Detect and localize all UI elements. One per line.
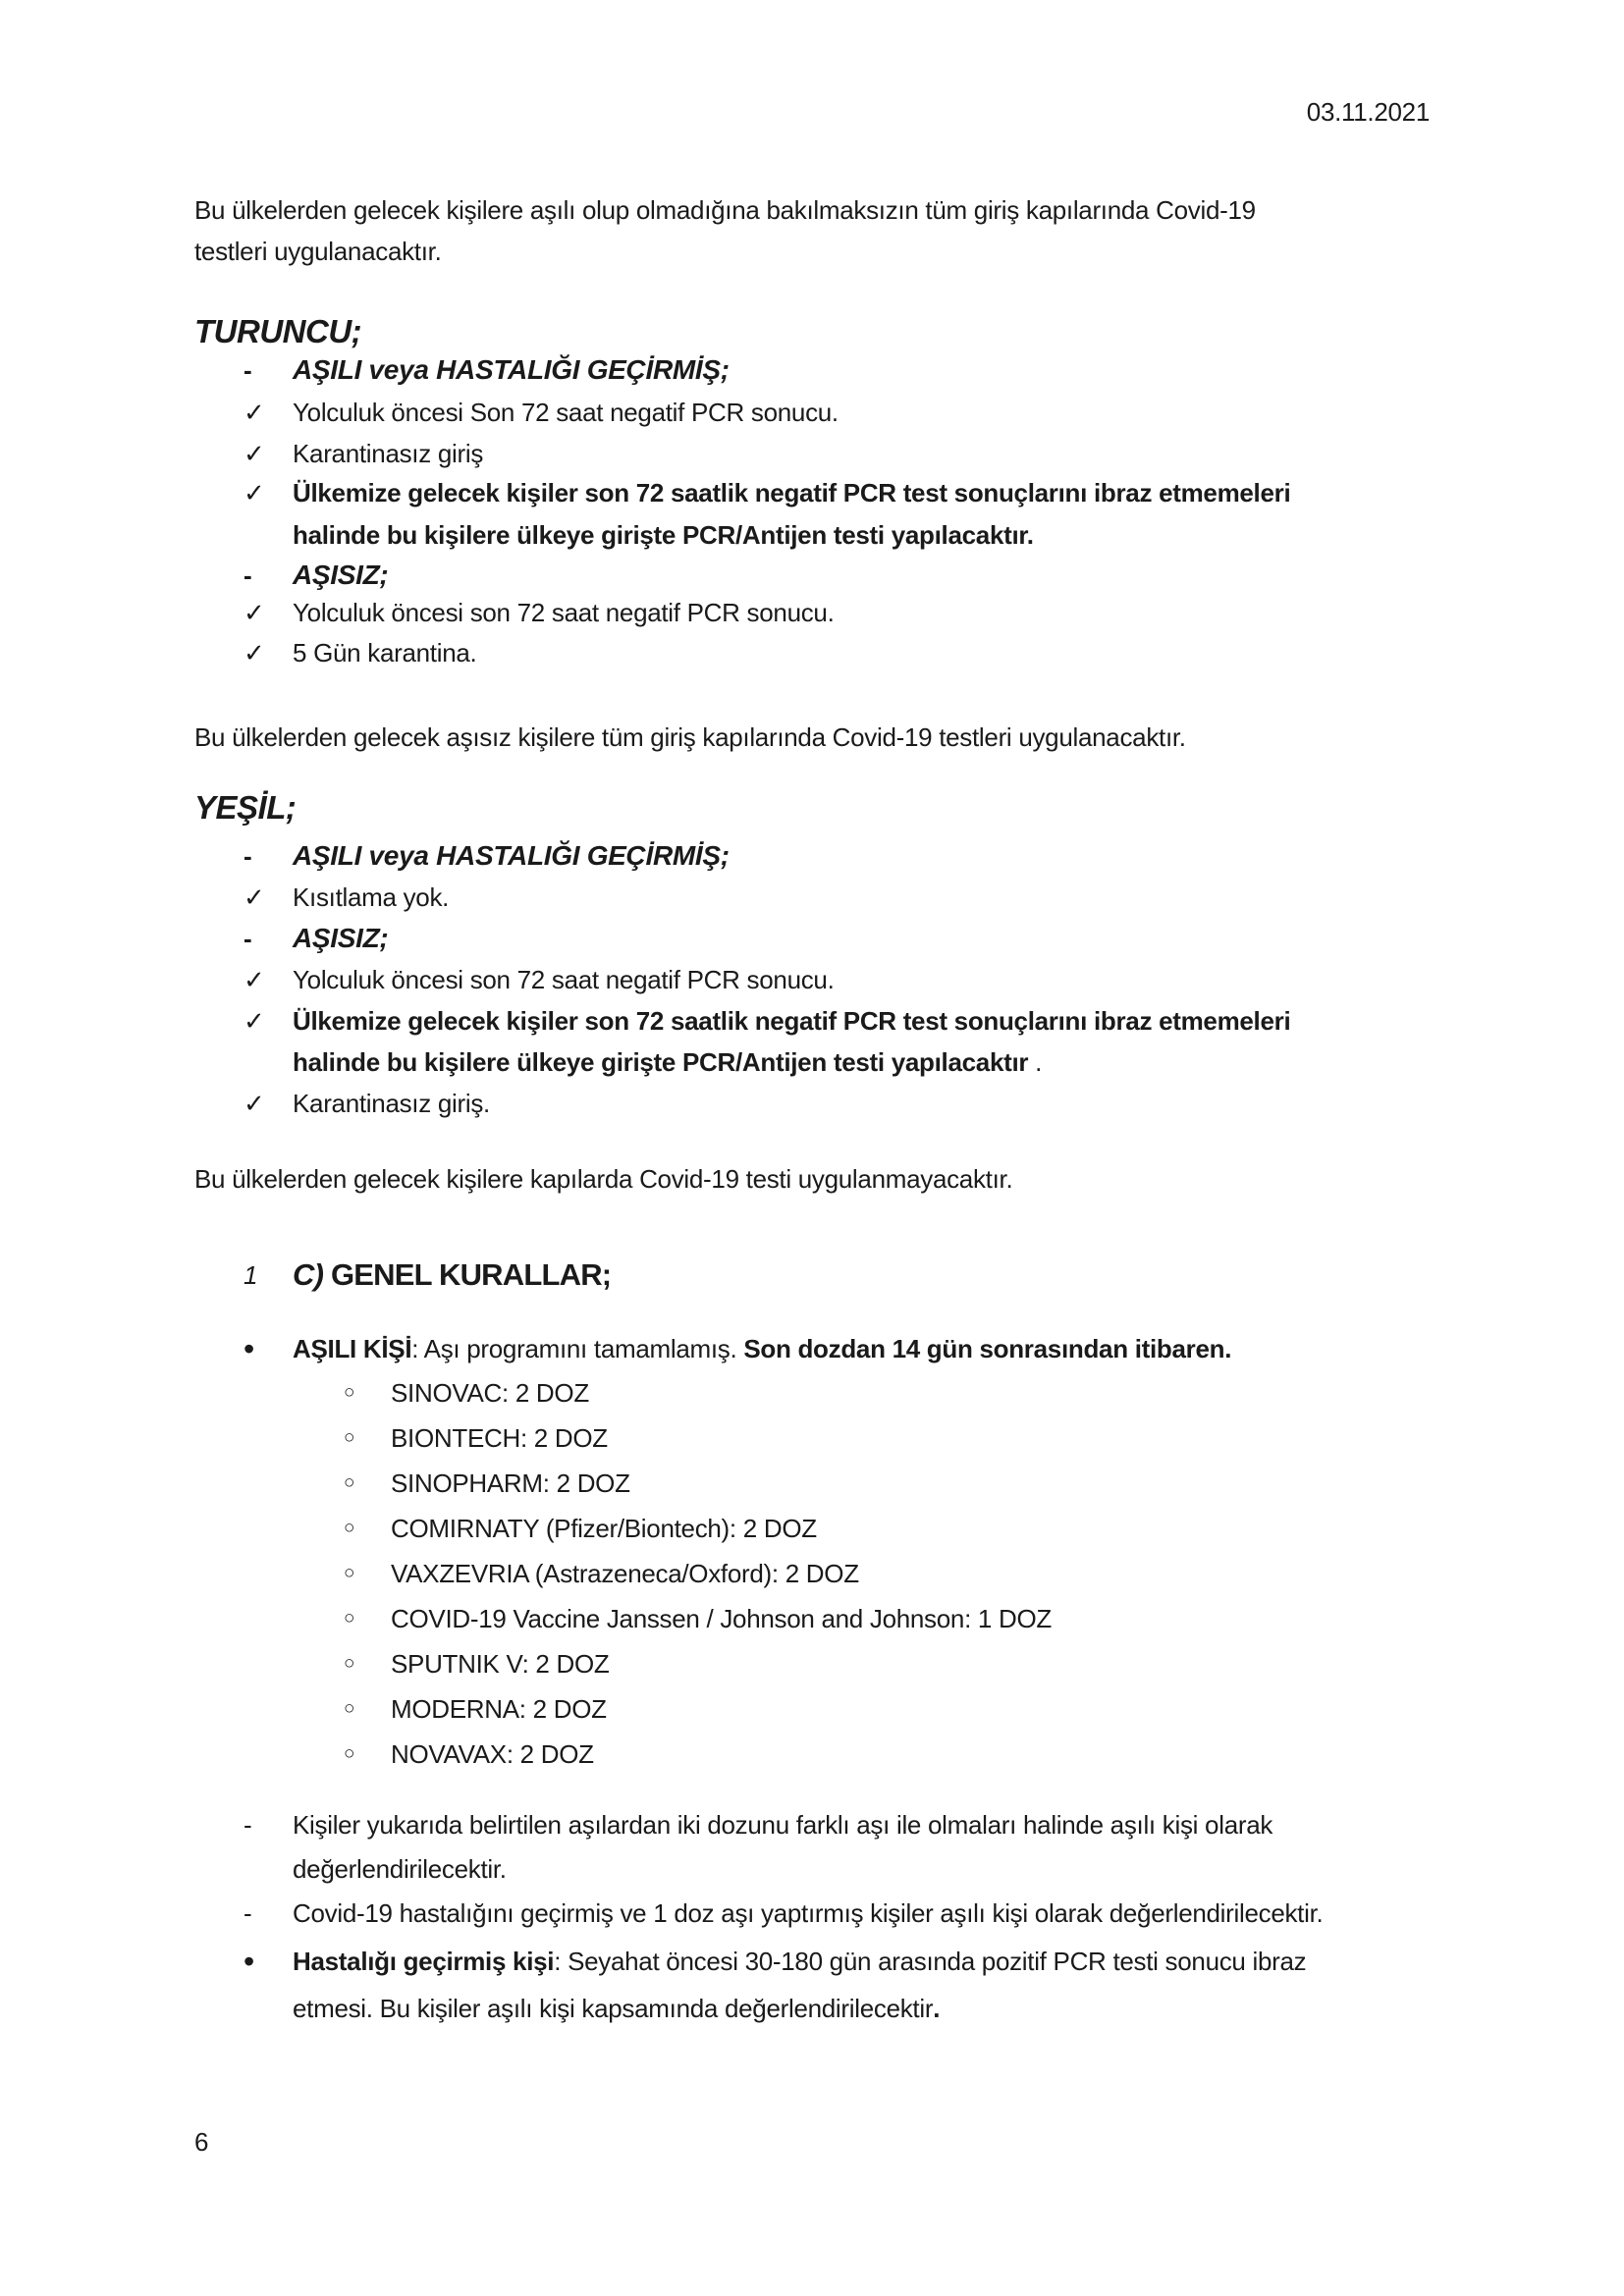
- vaccine-novavax: NOVAVAX: 2 DOZ: [391, 1739, 594, 1769]
- circle-bullet-icon: ○: [344, 1518, 355, 1538]
- bullet-icon: •: [244, 1331, 254, 1366]
- genel-kurallar-heading: [0, 1255, 1624, 1299]
- asili-kisi-bold-2: Son dozdan 14 gün sonrasından itibaren.: [743, 1334, 1232, 1363]
- vaccine-list-item: [0, 1735, 1624, 1778]
- yesil-check-ulkemize-line-2-bold: halinde bu kişilere ülkeye girişte PCR/Antijen testi yapılacaktır: [293, 1047, 1029, 1077]
- vaccine-list-item: [0, 1418, 1624, 1462]
- heading-title: GENEL KURALLAR;: [330, 1257, 612, 1292]
- list-item: [0, 1942, 1624, 1985]
- checkmark-icon: ✓: [244, 478, 265, 507]
- turuncu-dash-asili: AŞILI veya HASTALIĞI GEÇİRMİŞ;: [293, 354, 730, 385]
- vaccine-list-item: [0, 1599, 1624, 1642]
- vaccine-sputnik: SPUTNIK V: 2 DOZ: [391, 1649, 610, 1679]
- vaccine-list-item: [0, 1509, 1624, 1552]
- checkmark-icon: ✓: [244, 1006, 265, 1036]
- dash-icon: -: [244, 561, 252, 590]
- section-title-yesil: YEŞİL;: [194, 789, 297, 826]
- intro-paragraph-line-1: Bu ülkelerden gelecek kişilere aşılı olup olmadığına bakılmaksızın tüm giriş kapılarında Covid-19: [194, 195, 1256, 225]
- vaccine-sinovac: SINOVAC: 2 DOZ: [391, 1378, 589, 1408]
- yesil-dash-asili: AŞILI veya HASTALIĞI GEÇİRMİŞ;: [293, 840, 730, 871]
- list-item: [0, 393, 1624, 436]
- dash-icon: -: [244, 1898, 252, 1928]
- gecirmis-kisi-rest: : Seyahat öncesi 30-180 gün arasında pozitif PCR testi sonucu ibraz: [554, 1947, 1307, 1976]
- list-item: [0, 1805, 1624, 1848]
- intro-paragraph-line-2: testleri uygulanacaktır.: [194, 237, 442, 266]
- list-item: [0, 593, 1624, 636]
- gecirmis-kisi-line-2: [293, 1989, 940, 2028]
- circle-bullet-icon: ○: [344, 1743, 355, 1764]
- asili-kisi-line: [293, 1329, 1231, 1368]
- vaccine-sinopharm: SINOPHARM: 2 DOZ: [391, 1468, 630, 1498]
- circle-bullet-icon: ○: [344, 1608, 355, 1629]
- list-item: [0, 1084, 1624, 1127]
- list-item: [0, 473, 1624, 516]
- vaccine-janssen: COVID-19 Vaccine Janssen / Johnson and Johnson: 1 DOZ: [391, 1604, 1052, 1633]
- vaccine-comirnaty: COMIRNATY (Pfizer/Biontech): 2 DOZ: [391, 1514, 817, 1543]
- yesil-check-ulkemize-line-1: Ülkemize gelecek kişiler son 72 saatlik negatif PCR test sonuçlarını ibraz etmemeleri: [293, 1006, 1291, 1036]
- circle-bullet-icon: ○: [344, 1427, 355, 1448]
- yesil-check-ulkemize-line-2: [293, 1042, 1042, 1082]
- circle-bullet-icon: ○: [344, 1563, 355, 1583]
- vaccine-list-item: [0, 1373, 1624, 1416]
- turuncu-check-karantinasiz: Karantinasız giriş: [293, 439, 484, 468]
- heading-number: 1: [244, 1260, 258, 1290]
- checkmark-icon: ✓: [244, 398, 265, 427]
- circle-bullet-icon: ○: [344, 1698, 355, 1719]
- vaccine-vaxzevria: VAXZEVRIA (Astrazeneca/Oxford): 2 DOZ: [391, 1559, 859, 1588]
- yesil-check-kisitlama: Kısıtlama yok.: [293, 882, 450, 912]
- note-mixed-dose-line-2: değerlendirilecektir.: [293, 1854, 507, 1884]
- yesil-check-karantinasiz: Karantinasız giriş.: [293, 1089, 490, 1118]
- checkmark-icon: ✓: [244, 1089, 265, 1118]
- vaccine-list-item: [0, 1554, 1624, 1597]
- list-item: [0, 633, 1624, 676]
- list-item: [0, 1989, 1624, 2032]
- heading-letter: C): [293, 1257, 324, 1292]
- dash-icon: -: [244, 924, 252, 953]
- turuncu-check-pcr: Yolculuk öncesi Son 72 saat negatif PCR sonucu.: [293, 398, 839, 427]
- turuncu-check-ulkemize-line-1: Ülkemize gelecek kişiler son 72 saatlik negatif PCR test sonuçlarını ibraz etmemeleri: [293, 478, 1291, 507]
- vaccine-list-item: [0, 1689, 1624, 1733]
- vaccine-list-item: [0, 1464, 1624, 1507]
- gecirmis-kisi-line-2-tail: .: [933, 1994, 941, 2023]
- list-item: [0, 1849, 1624, 1893]
- list-item: [0, 1894, 1624, 1937]
- circle-bullet-icon: ○: [344, 1653, 355, 1674]
- list-item: [0, 1329, 1624, 1372]
- checkmark-icon: ✓: [244, 882, 265, 912]
- list-item: [0, 836, 1624, 880]
- paragraph-after-yesil: Bu ülkelerden gelecek kişilere kapılarda Covid-19 testi uygulanmayacaktır.: [194, 1164, 1013, 1194]
- dash-icon: -: [244, 841, 252, 871]
- checkmark-icon: ✓: [244, 638, 265, 667]
- yesil-dash-asisiz: AŞISIZ;: [293, 923, 389, 953]
- note-recovered-one-dose: Covid-19 hastalığını geçirmiş ve 1 doz aşı yaptırmış kişiler aşılı kişi olarak değerlendirilecektir.: [293, 1898, 1324, 1928]
- checkmark-icon: ✓: [244, 598, 265, 627]
- document-date: 03.11.2021: [1306, 97, 1430, 127]
- page-number: 6: [194, 2127, 209, 2157]
- asili-kisi-bold: AŞILI KİŞİ: [293, 1334, 412, 1363]
- circle-bullet-icon: ○: [344, 1382, 355, 1403]
- list-item: [0, 1001, 1624, 1044]
- yesil-check-ulkemize-line-2-tail: .: [1028, 1047, 1043, 1077]
- vaccine-biontech: BIONTECH: 2 DOZ: [391, 1423, 608, 1453]
- turuncu-dash-asisiz: AŞISIZ;: [293, 560, 389, 590]
- list-item: [0, 960, 1624, 1003]
- gecirmis-kisi-line-2-text: etmesi. Bu kişiler aşılı kişi kapsamında değerlendirilecektir: [293, 1994, 934, 2023]
- list-item: [0, 350, 1624, 394]
- list-item: [0, 515, 1624, 559]
- turuncu-check-karantina: 5 Gün karantina.: [293, 638, 477, 667]
- turuncu-check-pcr-2: Yolculuk öncesi son 72 saat negatif PCR sonucu.: [293, 598, 835, 627]
- vaccine-list-item: [0, 1644, 1624, 1687]
- heading-text: [293, 1255, 611, 1295]
- gecirmis-kisi-bold: Hastalığı geçirmiş kişi: [293, 1947, 555, 1976]
- checkmark-icon: ✓: [244, 439, 265, 468]
- vaccine-moderna: MODERNA: 2 DOZ: [391, 1694, 607, 1724]
- bullet-icon: •: [244, 1944, 254, 1979]
- list-item: [0, 434, 1624, 477]
- note-mixed-dose-line-1: Kişiler yukarıda belirtilen aşılardan iki dozunu farklı aşı ile olmaları halinde aşılı kişi olarak: [293, 1810, 1273, 1840]
- circle-bullet-icon: ○: [344, 1472, 355, 1493]
- section-title-turuncu: TURUNCU;: [194, 313, 362, 349]
- yesil-check-pcr: Yolculuk öncesi son 72 saat negatif PCR sonucu.: [293, 965, 835, 994]
- asili-kisi-mid: : Aşı programını tamamlamış.: [411, 1334, 744, 1363]
- list-item: [0, 1042, 1624, 1086]
- gecirmis-kisi-line-1: [293, 1942, 1306, 1981]
- dash-icon: -: [244, 1810, 252, 1840]
- list-item: [0, 919, 1624, 962]
- checkmark-icon: ✓: [244, 965, 265, 994]
- list-item: [0, 878, 1624, 921]
- dash-icon: -: [244, 355, 252, 385]
- turuncu-check-ulkemize-line-2: halinde bu kişilere ülkeye girişte PCR/Antijen testi yapılacaktır.: [293, 520, 1034, 550]
- paragraph-after-turuncu: Bu ülkelerden gelecek aşısız kişilere tüm giriş kapılarında Covid-19 testleri uygulanacaktır.: [194, 722, 1186, 752]
